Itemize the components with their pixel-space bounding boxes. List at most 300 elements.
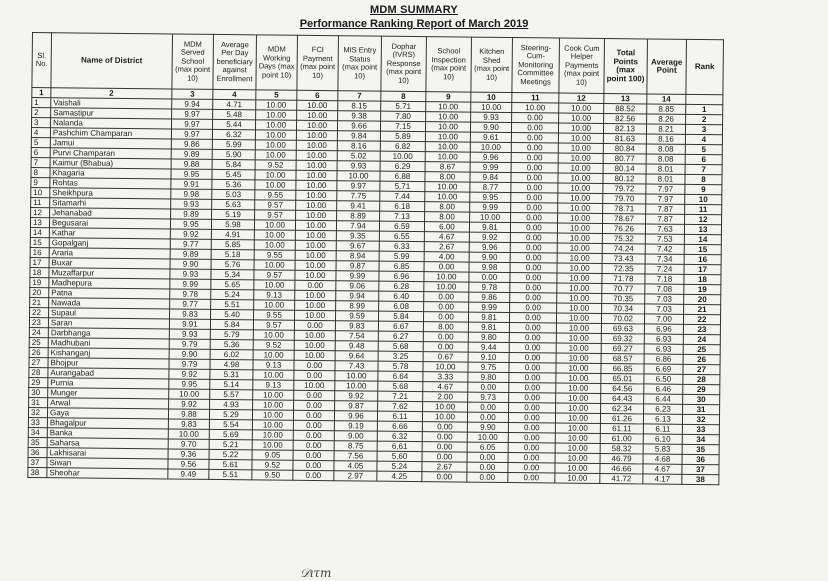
serial-number-cell: 30 [29,387,48,397]
score-cell: 9.55 [253,310,294,320]
rank-cell: 22 [683,314,720,324]
score-cell: 80.84 [603,143,646,153]
score-cell: 9.75 [468,362,509,372]
score-cell: 10.00 [255,150,296,160]
serial-number-cell: 35 [28,437,47,447]
score-cell: 10.00 [556,353,601,363]
score-cell: 10.00 [423,362,468,372]
score-cell: 9.55 [255,190,296,200]
score-cell: 9.97 [171,129,212,139]
district-name-cell: Purvi Champaran [50,148,171,159]
column-number: 11 [512,93,559,103]
score-cell: 88.52 [604,103,647,113]
rank-cell: 18 [684,274,721,284]
signature-mark: 𝒟ıτm [300,566,332,580]
score-cell: 0.00 [509,373,556,383]
score-cell: 8.00 [425,202,470,212]
score-cell: 0.00 [510,273,557,283]
score-cell: 6.33 [379,241,424,251]
district-name-cell: Banka [47,428,168,439]
score-cell: 10.00 [255,120,296,130]
score-cell: 70.35 [602,293,645,303]
score-cell: 3.25 [378,351,423,361]
column-number: 6 [297,90,338,100]
score-cell: 0.00 [511,213,558,223]
score-cell: 8.75 [334,441,377,451]
score-cell: 10.00 [296,170,337,180]
serial-number-cell: 32 [28,407,47,417]
score-cell: 9.57 [254,270,295,280]
score-cell: 5.84 [378,311,423,321]
score-cell: 10.00 [253,370,294,380]
score-cell: 10.00 [556,323,601,333]
district-name-cell: Sheohar [47,468,168,479]
district-name-cell: Siwan [47,458,168,469]
district-name-cell: Pashchim Champaran [50,128,171,139]
rank-cell: 2 [686,114,723,124]
score-cell: 78.67 [603,213,646,223]
score-cell: 0.00 [508,443,555,453]
column-header: Cook Cum Helper Payments (max point 10) [559,38,605,93]
score-cell: 10.00 [295,240,336,250]
serial-number-cell: 25 [29,337,48,347]
score-cell: 0.00 [294,390,335,400]
score-cell: 6.00 [424,222,469,232]
score-cell: 10.00 [425,122,470,132]
score-cell: 9.93 [171,199,212,209]
score-cell: 9.96 [470,152,511,162]
score-cell: 0.00 [294,320,335,330]
score-cell: 9.87 [335,401,378,411]
score-cell: 7.42 [645,244,684,254]
score-cell: 6.02 [210,349,253,359]
column-header: MDM Served School (max point 10) [172,34,214,89]
score-cell: 5.60 [377,451,422,461]
score-cell: 69.27 [601,343,644,353]
score-cell: 10.00 [253,350,294,360]
score-cell: 10.00 [335,371,378,381]
score-cell: 5.98 [211,219,254,229]
score-cell: 9.90 [169,349,210,359]
score-cell: 0.00 [511,173,558,183]
score-cell: 0.00 [510,223,557,233]
score-cell: 7.87 [646,214,685,224]
score-cell: 61.00 [600,433,643,443]
score-cell: 10.00 [294,330,335,340]
column-header: Rank [686,39,724,94]
score-cell: 9.44 [468,342,509,352]
score-cell: 0.00 [511,203,558,213]
district-name-cell: Buxar [49,258,170,269]
serial-number-cell: 17 [30,257,49,267]
score-cell: 5.44 [212,119,255,129]
score-cell: 9.89 [171,149,212,159]
score-cell: 10.00 [556,393,601,403]
score-cell: 10.00 [556,363,601,373]
score-cell: 10.00 [558,173,603,183]
score-cell: 10.00 [296,200,337,210]
score-cell: 0.00 [293,420,334,430]
score-cell: 4.00 [424,252,469,262]
score-cell: 4.67 [643,464,682,474]
score-cell: 6.93 [644,334,683,344]
score-cell: 0.00 [293,410,334,420]
score-cell: 7.44 [380,191,425,201]
score-cell: 10.00 [423,402,468,412]
score-cell: 9.79 [169,359,210,369]
score-cell: 7.03 [645,304,684,314]
score-cell: 9.95 [470,192,511,202]
rank-cell: 37 [682,464,719,474]
score-cell: 10.00 [425,142,470,152]
score-cell: 7.62 [378,401,423,411]
rank-cell: 10 [685,194,722,204]
score-cell: 10.00 [555,453,600,463]
score-cell: 10.00 [252,440,293,450]
score-cell: 10.00 [422,412,467,422]
serial-number-cell: 22 [30,307,49,317]
score-cell: 0.00 [510,233,557,243]
score-cell: 6.32 [212,129,255,139]
score-cell: 9.79 [169,339,210,349]
score-cell: 0.00 [510,243,557,253]
score-cell: 0.00 [468,382,509,392]
report-subtitle: Performance Ranking Report of March 2019 [299,18,529,30]
score-cell: 7.03 [645,294,684,304]
score-cell: 9.77 [170,299,211,309]
score-cell: 9.13 [254,290,295,300]
rank-cell: 28 [683,374,720,384]
score-cell: 61.11 [600,423,643,433]
score-cell: 0.00 [423,342,468,352]
score-cell: 5.69 [209,429,252,439]
score-cell: 4.98 [210,359,253,369]
score-cell: 9.95 [169,379,210,389]
score-cell: 5.24 [211,289,254,299]
score-cell: 9.97 [172,109,213,119]
score-cell: 9.99 [170,279,211,289]
score-cell: 9.86 [469,292,510,302]
serial-number-cell: 18 [30,267,49,277]
score-cell: 0.00 [293,450,334,460]
rank-cell: 16 [684,254,721,264]
score-cell: 9.83 [170,309,211,319]
score-cell: 5.68 [378,381,423,391]
score-cell: 5.57 [210,389,253,399]
score-cell: 46.66 [600,463,643,473]
serial-number-cell: 12 [31,207,50,217]
score-cell: 10.00 [556,333,601,343]
district-name-cell: Arwal [48,398,169,409]
serial-number-cell: 1 [32,98,51,108]
score-cell: 6.88 [380,171,425,181]
serial-number-cell: 37 [28,457,47,467]
score-cell: 9.57 [255,210,296,220]
score-cell: 5.89 [380,131,425,141]
score-cell: 0.00 [511,163,558,173]
serial-number-cell: 28 [29,367,48,377]
score-cell: 9.86 [171,139,212,149]
score-cell: 9.05 [252,450,293,460]
score-cell: 0.00 [508,433,555,443]
score-cell: 4.67 [424,232,469,242]
score-cell: 0.00 [294,370,335,380]
score-cell: 7.97 [646,194,685,204]
score-cell: 8.67 [425,162,470,172]
score-cell: 69.32 [601,333,644,343]
score-cell: 10.00 [295,220,336,230]
score-cell: 6.96 [644,324,683,334]
score-cell: 5.71 [381,101,426,111]
score-cell: 0.00 [424,292,469,302]
score-cell: 10.00 [557,253,602,263]
score-cell: 0.00 [509,313,556,323]
score-cell: 5.19 [212,209,255,219]
score-cell: 10.00 [558,153,603,163]
score-cell: 9.10 [468,352,509,362]
score-cell: 10.00 [559,103,604,113]
score-cell: 10.00 [255,130,296,140]
score-cell: 9.88 [171,159,212,169]
serial-number-cell: 23 [29,317,48,327]
district-name-cell: Araria [49,248,170,259]
score-cell: 9.78 [170,289,211,299]
score-cell: 8.08 [646,154,685,164]
score-cell: 0.00 [423,312,468,322]
score-cell: 9.99 [470,202,511,212]
score-cell: 74.24 [602,243,645,253]
rank-cell: 29 [683,384,720,394]
score-cell: 7.80 [381,111,426,121]
district-name-cell: Bhagalpur [47,418,168,429]
score-cell: 10.00 [470,212,511,222]
score-cell: 6.82 [380,141,425,151]
score-cell: 10.00 [558,213,603,223]
score-cell: 6.11 [643,424,682,434]
score-cell: 9.84 [470,172,511,182]
score-cell: 2.67 [424,242,469,252]
score-cell: 0.00 [511,153,558,163]
district-name-cell: Jamui [50,138,171,149]
score-cell: 68.57 [601,353,644,363]
score-cell: 0.00 [511,133,558,143]
score-cell: 8.94 [336,251,379,261]
district-name-cell: Gaya [47,408,168,419]
score-cell: 10.00 [558,133,603,143]
score-cell: 9.92 [169,369,210,379]
score-cell: 10.00 [558,143,603,153]
district-name-cell: Aurangabad [48,368,169,379]
score-cell: 9.92 [170,229,211,239]
score-cell: 0.00 [510,303,557,313]
score-cell: 10.00 [296,130,337,140]
score-cell: 10.00 [254,240,295,250]
score-cell: 4.17 [643,474,682,484]
score-cell: 10.00 [168,429,209,439]
score-cell: 10.00 [555,463,600,473]
score-cell: 8.00 [423,322,468,332]
score-cell: 69.63 [601,323,644,333]
district-name-cell: Kaimur (Bhabua) [50,158,171,169]
district-name-cell: Saran [48,318,169,329]
score-cell: 10.00 [256,100,297,110]
score-cell: 10.00 [296,190,337,200]
score-cell: 6.96 [379,271,424,281]
score-cell: 10.00 [295,260,336,270]
score-cell: 8.00 [425,172,470,182]
score-cell: 65.01 [601,373,644,383]
district-name-cell: Nawada [49,298,170,309]
score-cell: 10.00 [295,270,336,280]
column-header: Name of District [51,33,173,89]
score-cell: 6.61 [377,441,422,451]
score-cell: 7.21 [378,391,423,401]
score-cell: 8.16 [646,134,685,144]
score-cell: 8.08 [646,144,685,154]
score-cell: 10.00 [555,433,600,443]
score-cell: 5.40 [211,309,254,319]
score-cell: 0.00 [293,460,334,470]
score-cell: 6.44 [644,394,683,404]
score-cell: 7.18 [645,274,684,284]
column-header: Kitchen Shed (max point 10) [471,37,513,92]
score-cell: 10.00 [296,120,337,130]
score-cell: 9.92 [335,391,378,401]
column-number: 3 [172,89,213,99]
score-cell: 10.00 [169,389,210,399]
rank-cell: 36 [682,454,719,464]
score-cell: 10.00 [296,180,337,190]
column-header: MIS Entry Status (max point 10) [338,36,382,91]
score-cell: 82.13 [603,123,646,133]
score-cell: 10.00 [294,380,335,390]
score-cell: 10.00 [557,263,602,273]
score-cell: 0.00 [422,442,467,452]
score-cell: 0.00 [508,463,555,473]
score-cell: 10.00 [555,443,600,453]
score-cell: 9.38 [338,111,381,121]
score-cell: 4.91 [211,229,254,239]
column-header: Sl. No. [32,33,52,88]
score-cell: 6.05 [467,442,508,452]
serial-number-cell: 24 [29,327,48,337]
score-cell: 0.67 [423,352,468,362]
score-cell: 9.52 [255,160,296,170]
score-cell: 9.49 [168,469,209,479]
district-name-cell: Madhubani [48,338,169,349]
district-name-cell: Muzaffarpur [49,268,170,279]
score-cell: 8.01 [646,164,685,174]
score-cell: 10.00 [557,303,602,313]
rank-cell: 24 [683,334,720,344]
column-header: School Inspection (max point 10) [426,37,472,92]
score-cell: 9.89 [170,249,211,259]
score-cell: 5.29 [209,409,252,419]
score-cell: 7.87 [646,204,685,214]
score-cell: 0.00 [510,293,557,303]
serial-number-cell: 38 [28,467,47,477]
score-cell: 10.00 [254,260,295,270]
score-cell: 0.00 [508,473,555,483]
score-cell: 10.00 [254,280,295,290]
score-cell: 5.65 [211,279,254,289]
score-cell: 9.80 [468,372,509,382]
column-header: Dophar (IVRS) Response (max point 10) [381,36,427,91]
score-cell: 0.00 [510,283,557,293]
score-cell: 9.93 [337,161,380,171]
score-cell: 5.14 [210,379,253,389]
score-cell: 70.34 [602,303,645,313]
score-cell: 10.00 [424,272,469,282]
score-cell: 5.31 [210,369,253,379]
score-cell: 9.96 [469,242,510,252]
header-row [32,33,724,95]
score-cell: 8.26 [647,114,686,124]
score-cell: 4.25 [377,471,422,481]
score-cell: 5.76 [211,259,254,269]
score-cell: 10.00 [555,413,600,423]
score-cell: 0.00 [422,422,467,432]
score-cell: 5.03 [212,189,255,199]
column-number: 9 [426,92,471,102]
score-cell: 6.50 [644,374,683,384]
score-cell: 9.00 [334,431,377,441]
column-number [686,94,723,104]
score-cell: 79.70 [603,193,646,203]
serial-number-cell: 26 [29,347,48,357]
score-cell: 7.00 [644,314,683,324]
score-cell: 10.00 [294,350,335,360]
score-cell: 5.68 [378,341,423,351]
score-cell: 9.94 [172,99,213,109]
score-cell: 9.19 [334,421,377,431]
score-cell: 9.97 [337,181,380,191]
score-cell: 0.00 [294,360,335,370]
score-cell: 9.99 [336,271,379,281]
score-cell: 9.99 [470,162,511,172]
district-name-cell: Supaul [49,308,170,319]
score-cell: 0.00 [467,472,508,482]
rank-cell: 17 [684,264,721,274]
rank-cell: 21 [684,304,721,314]
score-cell: 0.00 [508,413,555,423]
score-cell: 6.85 [379,261,424,271]
score-cell: 10.00 [558,163,603,173]
score-cell: 6.10 [643,434,682,444]
district-name-cell: Lakhisarai [47,448,168,459]
serial-number-cell: 29 [29,377,48,387]
score-cell: 10.00 [296,160,337,170]
column-number: 12 [559,93,604,103]
score-cell: 9.90 [469,252,510,262]
column-number: 7 [338,91,381,101]
score-cell: 46.79 [600,453,643,463]
score-cell: 9.93 [169,329,210,339]
score-cell: 5.84 [212,159,255,169]
score-cell: 9.57 [253,320,294,330]
score-cell: 9.91 [171,179,212,189]
score-cell: 10.00 [512,103,559,113]
score-cell: 7.24 [645,264,684,274]
score-cell: 8.00 [425,212,470,222]
score-cell: 2.00 [423,392,468,402]
score-cell: 10.00 [294,340,335,350]
score-cell: 62.34 [601,403,644,413]
column-number: 10 [471,92,512,102]
score-cell: 7.97 [646,184,685,194]
score-cell: 0.00 [510,263,557,273]
score-cell: 80.77 [603,153,646,163]
